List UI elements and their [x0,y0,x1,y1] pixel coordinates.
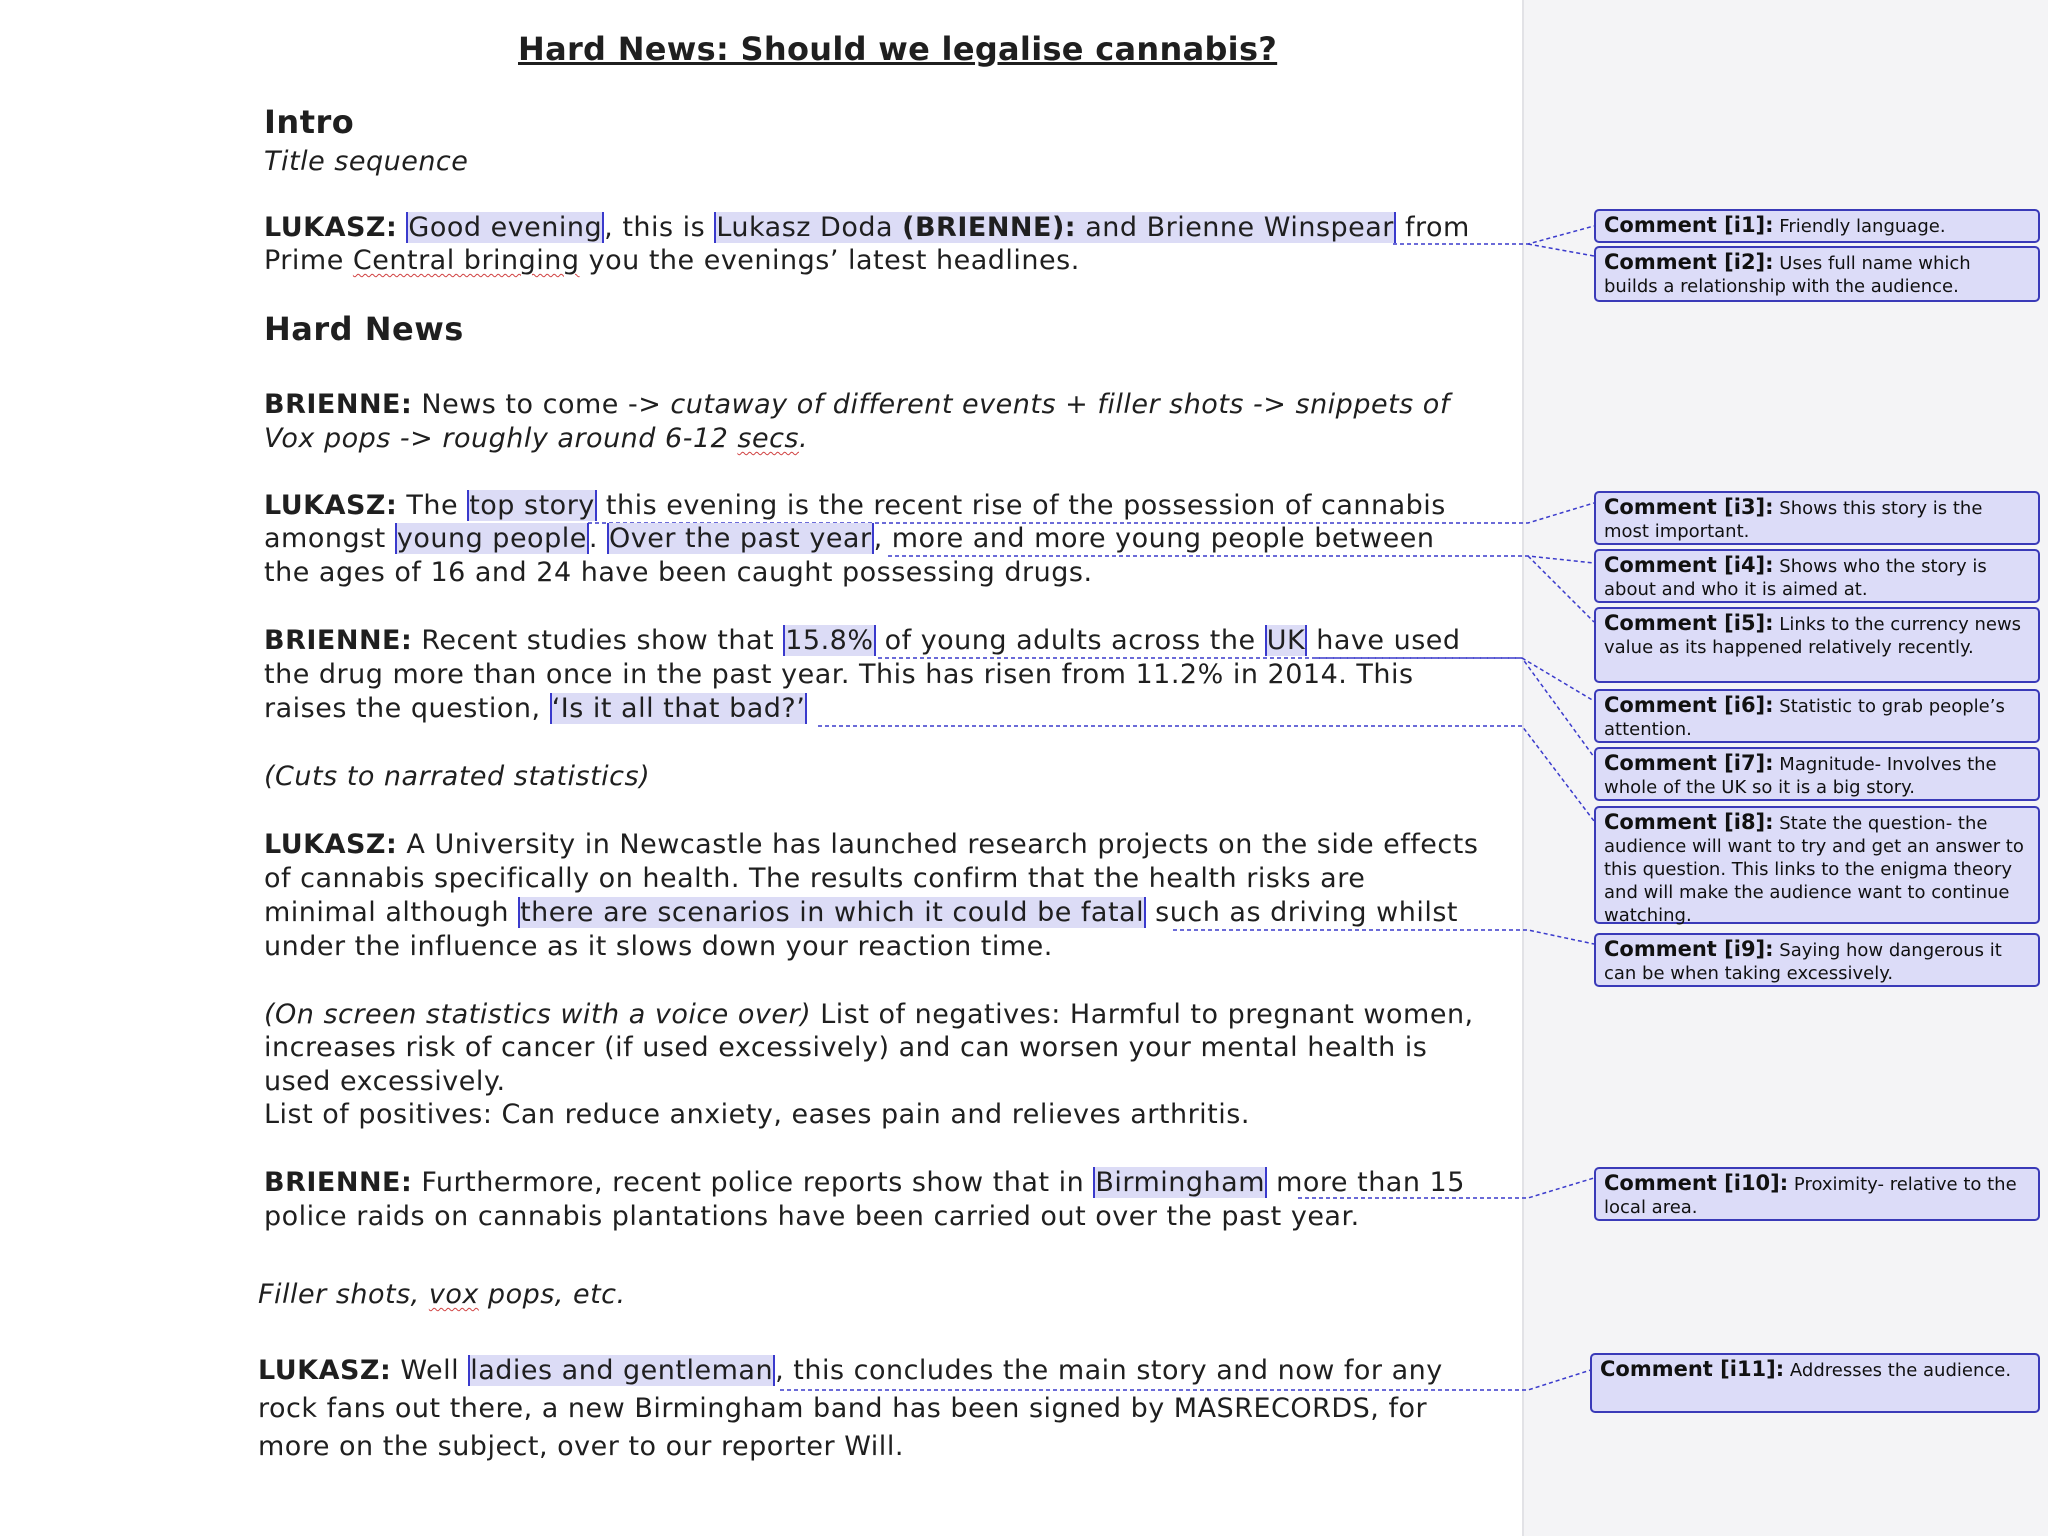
text-run: Filler shots, [258,1279,429,1310]
highlight-i6[interactable]: 15.8% [785,625,874,656]
comment-text: Friendly language. [1779,216,1946,237]
highlight-i3[interactable]: top story [469,490,595,521]
paragraph-10-line-2: rock fans out there, a new Birmingham band has been signed by MASRECORDS, for [258,1393,1428,1424]
text-run: such as driving whilst [1146,897,1458,928]
text-run: minimal although [264,897,519,928]
paragraph-6-line-3 [264,897,1458,928]
paragraph-8-line-1 [264,1167,1465,1198]
text-run: , this is [604,212,715,243]
comment-label: Comment [i6]: [1604,693,1774,717]
comment-i11[interactable] [1590,1353,2040,1413]
comment-i6[interactable] [1594,689,2040,743]
comment-i9[interactable] [1594,933,2040,987]
connector-i9 [1173,930,1594,944]
highlight-i5[interactable]: Over the past year [609,523,872,554]
paragraph-4-line-3 [264,693,807,724]
comment-text: Proximity- relative to the local area. [1604,1174,2017,1218]
text-run: . [588,523,607,554]
text-run: raises the question, [264,693,550,724]
comment-text: Saying how dangerous it can be when taking excessively. [1604,940,2002,984]
paragraph-1-line-1 [264,212,1470,243]
paragraph-6-line-4: under the influence as it slows down your reaction time. [264,931,1053,962]
comment-label: Comment [i9]: [1604,937,1774,961]
comment-text: Shows who the story is about and who it is aimed at. [1604,556,1987,600]
comment-label: Comment [i2]: [1604,250,1774,274]
hard-news-heading: Hard News [264,310,464,348]
speaker-label: BRIENNE: [264,389,413,420]
paragraph-2-line-1 [264,389,1450,420]
comment-text: Uses full name which builds a relationship with the audience. [1604,253,1971,297]
speaker-label: LUKASZ: [264,212,398,243]
comment-text: State the question- the audience will want to try and get an answer to this question. This links to the enigma theory and will make the audience want to continue watching. [1604,813,2024,926]
speaker-label: BRIENNE: [264,625,413,656]
text-run: of young adults across the [875,625,1265,656]
paragraph-7-line-1 [264,999,1474,1030]
paragraph-10-line-3: more on the subject, over to our reporter Will. [258,1431,904,1462]
comment-text: Statistic to grab people’s attention. [1604,696,2005,740]
text-run: A University in Newcastle has launched research projects on the side effects [397,829,1479,860]
highlight-i9[interactable]: there are scenarios in which it could be fatal [520,897,1145,928]
title-sequence-note: Title sequence [264,146,469,177]
comment-label: Comment [i3]: [1604,495,1774,519]
comment-text: Shows this story is the most important. [1604,498,1983,542]
text-run: from [1395,212,1470,243]
connector-i8 [818,726,1594,821]
connector-i5 [1528,556,1594,622]
spelling-flag: secs [737,423,799,454]
speaker-label: BRIENNE: [264,1167,413,1198]
highlight-i8[interactable]: ‘Is it all that bad?’ [551,693,806,724]
text-run: Furthermore, recent police reports show that in [412,1167,1094,1198]
highlight-i10[interactable]: Birmingham [1095,1167,1265,1198]
comment-i3[interactable] [1594,491,2040,545]
comment-i1[interactable] [1594,209,2040,243]
highlight-i4[interactable]: young people [396,523,587,554]
text-run: . [798,423,809,454]
text-run: have used [1307,625,1461,656]
paragraph-7-line-3: used excessively. [264,1066,506,1097]
highlight-i1[interactable]: Good evening [408,212,603,243]
comment-label: Comment [i4]: [1604,553,1774,577]
comment-label: Comment [i8]: [1604,810,1774,834]
text-run: cutaway of different events + filler shots -> snippets of [670,389,1450,420]
paragraph-7-line-2: increases risk of cancer (if used excessively) and can worsen your mental health is [264,1032,1428,1063]
spelling-flag: vox [428,1279,479,1310]
text-run: amongst [264,523,395,554]
comment-text: Links to the currency news value as its happened relatively recently. [1604,614,2022,658]
comment-i10[interactable] [1594,1167,2040,1221]
paragraph-4-line-1 [264,625,1461,656]
text-run: Well [391,1355,469,1386]
text-run: Recent studies show that [412,625,784,656]
paragraph-1-line-2 [264,245,1080,276]
text-run: , more and more young people between [873,523,1435,554]
paragraph-4-line-2: the drug more than once in the past year. This has risen from 11.2% in 2014. This [264,659,1414,690]
comment-label: Comment [i1]: [1604,213,1774,237]
highlight-i2[interactable] [714,212,1396,243]
text-run: Vox pops -> roughly around 6-12 [264,423,738,454]
comment-label: Comment [i10]: [1604,1171,1789,1195]
paragraph-2-line-2 [264,423,808,454]
highlight-i11[interactable]: ladies and gentleman [470,1355,774,1386]
speaker-label: (BRIENNE): [902,212,1077,243]
comment-label: Comment [i11]: [1600,1357,1785,1381]
comment-i5[interactable] [1594,607,2040,683]
highlight-i7[interactable]: UK [1266,625,1306,656]
text-run: and Brienne Winspear [1076,212,1394,243]
text-run: Prime [264,245,353,276]
text-run: (On screen statistics with a voice over) [264,999,812,1030]
paragraph-3-line-3: the ages of 16 and 24 have been caught possessing drugs. [264,557,1093,588]
intro-heading: Intro [264,103,355,141]
text-run: more than 15 [1267,1167,1465,1198]
paragraph-5-stage-direction: (Cuts to narrated statistics) [264,761,651,792]
comment-i4[interactable] [1594,549,2040,603]
comment-i8[interactable] [1594,806,2040,924]
paragraph-10-line-1 [258,1355,1443,1386]
comment-label: Comment [i7]: [1604,751,1774,775]
paragraph-7-line-4: List of positives: Can reduce anxiety, eases pain and relieves arthritis. [264,1099,1250,1130]
document-title: Hard News: Should we legalise cannabis? [518,30,1278,68]
text-run: pops, etc. [478,1279,626,1310]
paragraph-6-line-1 [264,829,1478,860]
paragraph-8-line-2: police raids on cannabis plantations have been carried out over the past year. [264,1201,1360,1232]
paragraph-3-line-1 [264,490,1446,521]
comment-i2[interactable] [1594,246,2040,302]
comment-text: Magnitude- Involves the whole of the UK so it is a big story. [1604,754,1997,798]
paragraph-3-line-2 [264,523,1434,554]
paragraph-6-line-2: of cannabis specifically on health. The results confirm that the health risks are [264,863,1366,894]
text-run: The [397,490,468,521]
speaker-label: LUKASZ: [258,1355,392,1386]
speaker-label: LUKASZ: [264,829,398,860]
text-run: , this concludes the main story and now for any [775,1355,1443,1386]
text-run: you the evenings’ latest headlines. [579,245,1080,276]
speaker-label: LUKASZ: [264,490,398,521]
text-run: List of negatives: Harmful to pregnant women, [811,999,1474,1030]
text-run: this evening is the recent rise of the possession of cannabis [596,490,1446,521]
spelling-flag: Central bringing [352,245,580,276]
comment-text: Addresses the audience. [1789,1360,2012,1381]
connector-i2 [1528,244,1594,256]
comment-i7[interactable] [1594,747,2040,801]
text-run: News to come -> [412,389,671,420]
text-run: Lukasz Doda [716,212,903,243]
comment-label: Comment [i5]: [1604,611,1774,635]
paragraph-9-filler-note [258,1279,626,1310]
